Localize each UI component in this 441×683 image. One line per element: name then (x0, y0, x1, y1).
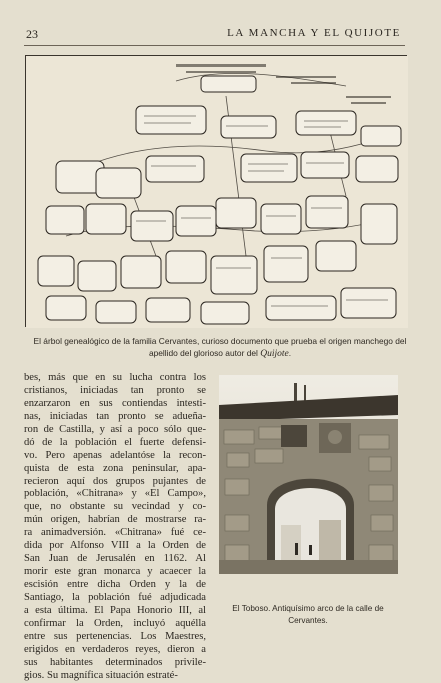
caption-line: El Toboso. Antiquísimo arco de la calle de (232, 604, 384, 613)
body-text-line: cristianos, iniciadas tan pronto se (24, 384, 206, 396)
caption-line: Cervantes. (288, 615, 328, 625)
body-text-line: población, «Chitrana» y «El Campo», (24, 488, 206, 500)
page-number: 23 (26, 27, 38, 41)
body-text-line: que, no obstante su vecindad y co- (24, 501, 206, 513)
caption-italic-title: Quijote (260, 348, 289, 359)
body-text-line: sus habitantes determinados privile- (24, 656, 206, 668)
body-text-line: dó de la población el fuerte defensi- (24, 436, 206, 448)
body-text-line: ra animadversión. «Chitrana» fué ce- (24, 527, 206, 539)
running-header: LA MANCHA Y EL QUIJOTE (227, 27, 401, 39)
header-rule (24, 45, 405, 46)
body-text-line: entre sus pertenencias. Los Maestres, (24, 630, 206, 642)
body-text-line: ron de Castilla, y así a poco sólo que- (24, 423, 206, 435)
body-text-line: recieron aquí dos grupos pujantes de (24, 475, 206, 487)
body-text-line: San Juan de Jerusalén en 1162. Al (24, 553, 206, 565)
body-text-line: dida por Alfonso VIII a la Orden de (24, 540, 206, 552)
body-text-line: enzarzaron en sus contiendas intesti- (24, 397, 206, 409)
body-text-line: mún origen, habrían de mostrarse ra- (24, 514, 206, 526)
body-text-line: a esta última. El Papa Honorio III, al (24, 604, 206, 616)
caption-text: apellido del glorioso autor del (148, 347, 261, 358)
body-text-line: Santiago, la población fué adjudicada (24, 591, 206, 603)
arch-photo-caption (210, 603, 406, 626)
body-text-line: bes, más que en su lucha contra los (24, 372, 206, 383)
body-text-line: quista de esta zona peninsular, apa- (24, 462, 206, 474)
caption-period: . (288, 347, 292, 358)
body-text-line: morir este gran monarca y acaecer la (24, 566, 206, 578)
caption-line: El árbol genealógico de la familia Cervantes, curioso documento que prueba el origen manchego del (33, 336, 407, 346)
body-text-line: erigidos en verdaderos reyes, dieron a (24, 643, 206, 655)
body-text-line: nas, iniciadas tan pronto se adueña- (24, 410, 206, 422)
family-tree-image (25, 55, 407, 327)
body-text-line: escisión entre dicha Orden y la de (24, 579, 206, 590)
body-text-line: gios. Su magnífica situación estraté- (24, 669, 178, 681)
body-text-line: confirmar la Orden, incluyó aquélla (24, 617, 206, 629)
arch-photo (219, 375, 398, 574)
body-text-line: vo. Pero apenas adelantóse la recon- (24, 449, 206, 461)
family-tree-caption (22, 336, 418, 360)
body-text-column (24, 372, 206, 681)
caption-line (22, 348, 418, 361)
